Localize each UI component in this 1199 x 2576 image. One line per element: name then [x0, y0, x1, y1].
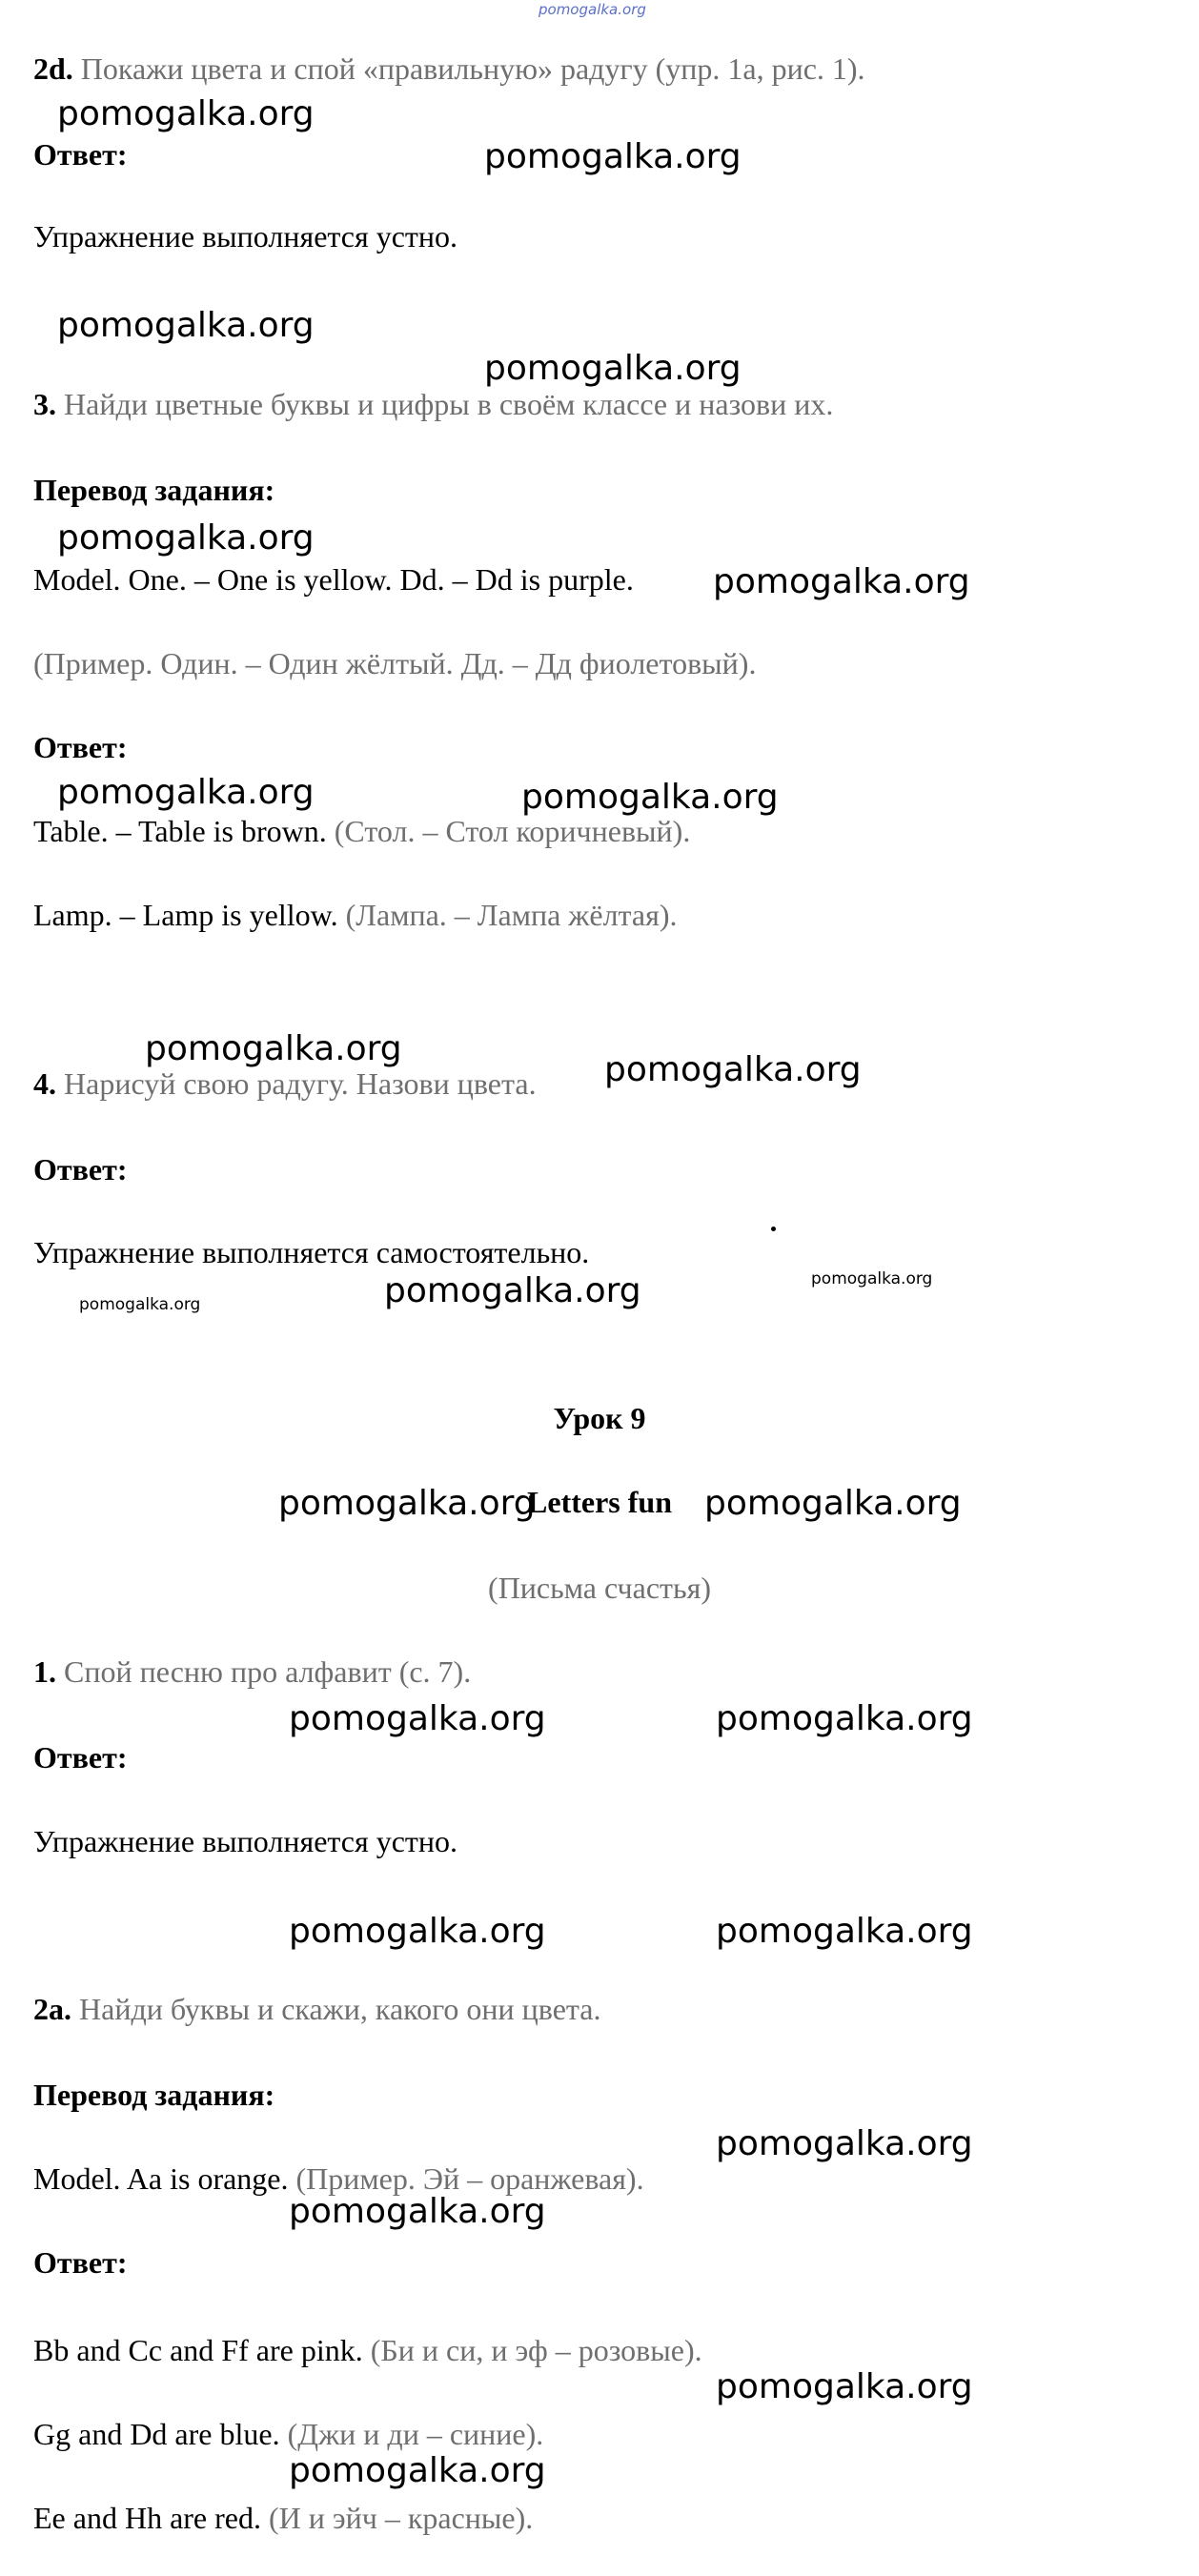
answer-ru: (Джи и ди – синие). — [287, 2417, 544, 2451]
watermark: pomogalka.org — [384, 1271, 641, 1310]
watermark: pomogalka.org — [484, 349, 742, 388]
model-translation: (Пример. Один. – Один жёлтый. Дд. – Дд фиолетовый). — [33, 646, 757, 680]
answer-text: Упражнение выполняется устно. — [33, 1824, 457, 1858]
answer-line — [33, 896, 678, 934]
task-text: Нарисуй свою радугу. Назови цвета. — [64, 1066, 537, 1101]
watermark: pomogalka.org — [57, 94, 315, 133]
watermark: pomogalka.org — [289, 1912, 546, 1951]
exercise-3-task — [33, 385, 833, 423]
stray-dot — [771, 1227, 776, 1231]
task-text: Найди буквы и скажи, какого они цвета. — [79, 1992, 601, 2026]
watermark: pomogalka.org — [278, 1484, 536, 1523]
watermark: pomogalka.org — [484, 137, 742, 176]
answer-line — [33, 2499, 533, 2537]
exercise-number: 3. — [33, 387, 56, 421]
answer-en: Gg and Dd are blue. — [33, 2417, 280, 2451]
exercise-2d-task — [33, 50, 865, 88]
answer-label: Ответ: — [33, 1152, 128, 1187]
answer-en: Table. – Table is brown. — [33, 814, 327, 848]
answer-label: Ответ: — [33, 1740, 128, 1775]
answer-ru: (Би и си, и эф – розовые). — [370, 2333, 702, 2367]
watermark: pomogalka.org — [57, 306, 315, 345]
watermark: pomogalka.org — [289, 1699, 546, 1738]
watermark: pomogalka.org — [145, 1029, 402, 1068]
answer-line — [33, 2331, 702, 2369]
answer-label: Ответ: — [33, 2245, 128, 2280]
watermark-small: pomogalka.org — [79, 1295, 201, 1314]
exercise-number: 2d. — [33, 51, 73, 86]
watermark: pomogalka.org — [604, 1050, 862, 1089]
answer-ru: (И и эйч – красные). — [268, 2501, 534, 2535]
answer-en: Lamp. – Lamp is yellow. — [33, 898, 338, 932]
exercise-number: 1. — [33, 1654, 56, 1689]
watermark: pomogalka.org — [716, 1912, 973, 1951]
watermark: pomogalka.org — [716, 2124, 973, 2163]
task-text: Найди цветные буквы и цифры в своём классе и назови их. — [64, 387, 834, 421]
answer-text: Упражнение выполняется самостоятельно. — [33, 1235, 590, 1269]
answer-ru: (Стол. – Стол коричневый). — [334, 814, 691, 848]
watermark: pomogalka.org — [57, 518, 315, 558]
translation-label: Перевод задания: — [33, 2078, 275, 2112]
answer-en: Ee and Hh are red. — [33, 2501, 261, 2535]
top-watermark: pomogalka.org — [539, 1, 646, 18]
answer-label: Ответ: — [33, 730, 128, 764]
answer-label: Ответ: — [33, 137, 128, 172]
watermark: pomogalka.org — [57, 773, 315, 812]
model-ru: (Пример. Эй – оранжевая). — [295, 2161, 644, 2196]
exercise-4-task — [33, 1065, 537, 1103]
watermark: pomogalka.org — [716, 2367, 973, 2406]
answer-en: Bb and Cc and Ff are pink. — [33, 2333, 363, 2367]
task-text: Спой песню про алфавит (с. 7). — [64, 1654, 472, 1689]
model-en: Model. Aa is orange. — [33, 2161, 289, 2196]
lesson-title: Урок 9 — [553, 1401, 646, 1435]
exercise-number: 4. — [33, 1066, 56, 1101]
exercise-1-task — [33, 1653, 471, 1691]
answer-line — [33, 2415, 543, 2453]
watermark: pomogalka.org — [289, 2192, 546, 2231]
watermark: pomogalka.org — [716, 1699, 973, 1738]
watermark: pomogalka.org — [704, 1484, 962, 1523]
answer-text: Упражнение выполняется устно. — [33, 219, 457, 254]
watermark-small: pomogalka.org — [811, 1269, 933, 1288]
lesson-subtitle-translation: (Письма счастья) — [488, 1571, 711, 1605]
model-text: Model. One. – One is yellow. Dd. – Dd is purple. — [33, 562, 634, 597]
watermark: pomogalka.org — [521, 778, 779, 817]
exercise-number: 2a. — [33, 1992, 71, 2026]
watermark: pomogalka.org — [289, 2451, 546, 2490]
answer-ru: (Лампа. – Лампа жёлтая). — [345, 898, 678, 932]
exercise-2a-task — [33, 1990, 600, 2028]
task-text: Покажи цвета и спой «правильную» радугу (упр. 1а, рис. 1). — [80, 51, 865, 86]
translation-label: Перевод задания: — [33, 473, 275, 507]
watermark: pomogalka.org — [713, 562, 970, 601]
lesson-subtitle: Letters fun — [527, 1485, 672, 1519]
